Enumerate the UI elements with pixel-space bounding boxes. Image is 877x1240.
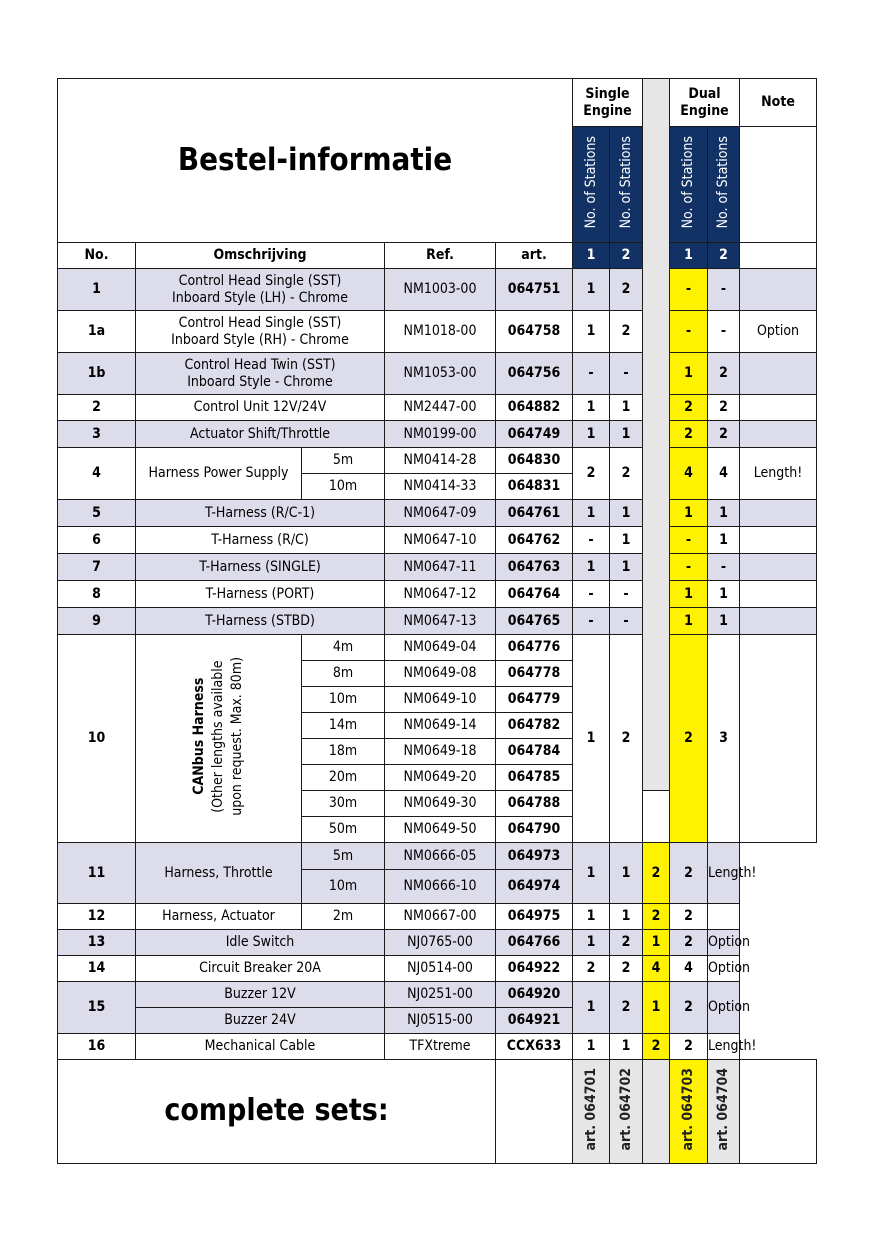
complete-sets-row: [58, 1060, 817, 1164]
row-art: 064758: [496, 311, 573, 353]
table-row: [58, 527, 817, 554]
row-ref: NM0649-14: [385, 713, 496, 739]
row-ref: NM0647-09: [385, 500, 496, 527]
row-s2: -: [610, 581, 643, 608]
col-ref: Ref.: [385, 243, 496, 269]
order-table: [57, 78, 817, 1164]
row-desc: Actuator Shift/Throttle: [136, 421, 385, 448]
note-label: Note: [761, 94, 795, 111]
row-d2: 2: [670, 982, 708, 1034]
row-note: [740, 635, 817, 843]
row-note: [740, 269, 817, 311]
row-no: 10: [58, 635, 136, 843]
row-art: 064790: [496, 817, 573, 843]
row-s1: 2: [573, 448, 610, 500]
row-d1: 2: [670, 421, 708, 448]
row-length: 10m: [302, 687, 385, 713]
row-s1: 1: [573, 982, 610, 1034]
row-no: 2: [58, 395, 136, 421]
row-d1: 4: [643, 956, 670, 982]
row-s2: 1: [610, 554, 643, 581]
set-note: [740, 1060, 817, 1164]
set-s2-art: art. 064702: [617, 1068, 634, 1151]
row-d1: 2: [643, 904, 670, 930]
col-note: [740, 243, 817, 269]
row-d2: -: [708, 269, 740, 311]
row-d2: 2: [708, 421, 740, 448]
note-header: [740, 79, 817, 127]
row-note: Option: [740, 311, 817, 353]
row-desc: Idle Switch: [136, 930, 385, 956]
row-d1: 4: [670, 448, 708, 500]
row-no: 12: [58, 904, 136, 930]
row-s1: -: [573, 527, 610, 554]
col-s2: 2: [610, 243, 643, 269]
row-d1: 2: [643, 1034, 670, 1060]
row-note: [740, 554, 817, 581]
set-d1-art: art. 064703: [680, 1068, 697, 1151]
row-d1: 1: [643, 930, 670, 956]
row-s1: -: [573, 353, 610, 395]
row-art: 064782: [496, 713, 573, 739]
row-length: 8m: [302, 661, 385, 687]
row-s1: 1: [573, 395, 610, 421]
row-no: 11: [58, 843, 136, 904]
row-ref: NJ0251-00: [385, 982, 496, 1008]
row-art: 064974: [496, 870, 573, 904]
row-length: 2m: [302, 904, 385, 930]
row-ref: NM0649-30: [385, 791, 496, 817]
row-art: 064764: [496, 581, 573, 608]
row-length: 20m: [302, 765, 385, 791]
canbus-sub: upon request. Max. 80m): [228, 657, 245, 816]
canbus-desc: [136, 635, 302, 843]
page-title: Bestel-informatie: [177, 141, 453, 178]
row-note: [708, 904, 740, 930]
row-note: [740, 353, 817, 395]
row-no: 1b: [58, 353, 136, 395]
row-s2: 1: [610, 843, 643, 904]
row-art: 064763: [496, 554, 573, 581]
row-desc: Buzzer 12V: [136, 982, 385, 1008]
row-length: 5m: [302, 843, 385, 870]
complete-sets-cell: [58, 1060, 496, 1164]
dual-engine-header: [670, 79, 740, 127]
set-s1: [573, 1060, 610, 1164]
row-no: 8: [58, 581, 136, 608]
row-art: 064776: [496, 635, 573, 661]
row-ref: NM2447-00: [385, 395, 496, 421]
row-ref: NM0666-05: [385, 843, 496, 870]
row-no: 6: [58, 527, 136, 554]
row-d1: -: [670, 311, 708, 353]
row-length: 4m: [302, 635, 385, 661]
row-desc: T-Harness (SINGLE): [136, 554, 385, 581]
row-no: 4: [58, 448, 136, 500]
row-s1: 1: [573, 311, 610, 353]
row-no: 16: [58, 1034, 136, 1060]
row-length: 10m: [302, 870, 385, 904]
row-s1: 2: [573, 956, 610, 982]
table-row: [58, 982, 817, 1008]
row-desc: Harness Power Supply: [136, 448, 302, 500]
row-desc: T-Harness (R/C-1): [136, 500, 385, 527]
row-desc: T-Harness (PORT): [136, 581, 385, 608]
row-desc: [136, 269, 385, 311]
row-d1: 1: [670, 500, 708, 527]
dual-engine-label: Dual Engine: [680, 86, 729, 119]
row-note: Option: [708, 956, 740, 982]
row-note: Option: [708, 982, 740, 1034]
table-row: [58, 904, 817, 930]
col-art: art.: [496, 243, 573, 269]
row-desc: Harness, Actuator: [136, 904, 302, 930]
row-desc: Control Unit 12V/24V: [136, 395, 385, 421]
row-desc-line: Inboard Style - Chrome: [187, 373, 333, 390]
row-length: 18m: [302, 739, 385, 765]
row-length: 10m: [302, 474, 385, 500]
stations-label: No. of Stations: [715, 136, 732, 229]
row-desc: Buzzer 24V: [136, 1008, 385, 1034]
row-d2: 3: [708, 635, 740, 843]
row-desc: T-Harness (STBD): [136, 608, 385, 635]
row-s2: 2: [610, 448, 643, 500]
col-desc: Omschrijving: [136, 243, 385, 269]
row-art: 064784: [496, 739, 573, 765]
row-d2: 2: [670, 1034, 708, 1060]
row-s2: 1: [610, 904, 643, 930]
row-length: 50m: [302, 817, 385, 843]
row-s2: 2: [610, 956, 643, 982]
row-d2: 4: [708, 448, 740, 500]
row-d1: -: [670, 527, 708, 554]
single-stations-2-header: [610, 127, 643, 243]
row-note: [740, 500, 817, 527]
row-desc: Mechanical Cable: [136, 1034, 385, 1060]
row-ref: NM0649-18: [385, 739, 496, 765]
row-art: 064831: [496, 474, 573, 500]
row-ref: TFXtreme: [385, 1034, 496, 1060]
row-no: 14: [58, 956, 136, 982]
row-ref: NM0647-11: [385, 554, 496, 581]
row-art: 064751: [496, 269, 573, 311]
row-art: 064973: [496, 843, 573, 870]
row-note: [740, 395, 817, 421]
row-desc-line: Control Head Single (SST): [178, 273, 342, 290]
row-s2: 2: [610, 269, 643, 311]
row-d1: 1: [643, 982, 670, 1034]
row-d1: -: [670, 554, 708, 581]
row-ref: NM0667-00: [385, 904, 496, 930]
row-ref: NJ0765-00: [385, 930, 496, 956]
row-s1: 1: [573, 554, 610, 581]
row-d1: 2: [670, 395, 708, 421]
row-d1: -: [670, 269, 708, 311]
single-engine-label: Single Engine: [583, 86, 632, 119]
row-art: 064749: [496, 421, 573, 448]
row-ref: NM0647-10: [385, 527, 496, 554]
row-length: 30m: [302, 791, 385, 817]
row-d1: 1: [670, 581, 708, 608]
row-art: 064778: [496, 661, 573, 687]
row-ref: NM0649-50: [385, 817, 496, 843]
row-art: 064920: [496, 982, 573, 1008]
row-s1: 1: [573, 421, 610, 448]
row-art: CCX633: [496, 1034, 573, 1060]
row-ref: NM0647-12: [385, 581, 496, 608]
row-art: 064779: [496, 687, 573, 713]
row-note: Option: [708, 930, 740, 956]
row-d2: 1: [708, 581, 740, 608]
row-d1: 1: [670, 608, 708, 635]
table-row: [58, 956, 817, 982]
row-ref: NM1003-00: [385, 269, 496, 311]
row-s1: 1: [573, 269, 610, 311]
complete-sets-label: complete sets:: [164, 1093, 389, 1129]
canbus-title: CANbus Harness: [191, 677, 208, 796]
row-s2: 1: [610, 421, 643, 448]
table-row: [58, 843, 817, 870]
col-s1: 1: [573, 243, 610, 269]
set-gap: [643, 1060, 670, 1164]
table-row: [58, 353, 817, 395]
row-note: Length!: [708, 843, 740, 904]
table-row: [58, 1034, 817, 1060]
row-d2: 1: [708, 500, 740, 527]
row-no: 15: [58, 982, 136, 1034]
row-s2: 1: [610, 500, 643, 527]
row-ref: NM0649-08: [385, 661, 496, 687]
canbus-sub: (Other lengths available: [210, 660, 227, 813]
row-desc-line: Inboard Style (LH) - Chrome: [172, 289, 348, 306]
row-d2: 1: [708, 608, 740, 635]
row-no: 1: [58, 269, 136, 311]
stations-label: No. of Stations: [582, 136, 599, 229]
row-s1: 1: [573, 904, 610, 930]
row-length: 14m: [302, 713, 385, 739]
row-desc-line: Control Head Twin (SST): [184, 357, 336, 374]
row-note: Length!: [740, 448, 817, 500]
row-ref: NM0666-10: [385, 870, 496, 904]
row-length: 5m: [302, 448, 385, 474]
row-d1: 1: [670, 353, 708, 395]
set-d2: [708, 1060, 740, 1164]
table-row: [58, 395, 817, 421]
row-ref: NM0647-13: [385, 608, 496, 635]
table-row: [58, 311, 817, 353]
single-stations-1-header: [573, 127, 610, 243]
row-s1: -: [573, 608, 610, 635]
set-s2: [610, 1060, 643, 1164]
row-desc: Circuit Breaker 20A: [136, 956, 385, 982]
complete-sets-blank: [496, 1060, 573, 1164]
row-no: 9: [58, 608, 136, 635]
row-d2: 4: [670, 956, 708, 982]
table-row: [58, 448, 817, 474]
row-ref: NM0414-33: [385, 474, 496, 500]
row-s2: 2: [610, 635, 643, 843]
row-d2: 2: [670, 930, 708, 956]
row-art: 064922: [496, 956, 573, 982]
row-ref: NM1018-00: [385, 311, 496, 353]
row-art: 064788: [496, 791, 573, 817]
row-note: [740, 421, 817, 448]
row-art: 064762: [496, 527, 573, 554]
row-ref: NM0649-20: [385, 765, 496, 791]
row-desc: [136, 353, 385, 395]
row-desc-line: Control Head Single (SST): [178, 315, 342, 332]
row-s2: 1: [610, 527, 643, 554]
single-engine-header: [573, 79, 643, 127]
row-s2: 2: [610, 311, 643, 353]
row-s2: -: [610, 353, 643, 395]
col-no: No.: [58, 243, 136, 269]
title-cell: [58, 79, 573, 243]
note-blank: [740, 127, 817, 243]
row-note: Length!: [708, 1034, 740, 1060]
table-row: [58, 421, 817, 448]
canbus-desc-text: [190, 657, 247, 816]
row-d2: 1: [708, 527, 740, 554]
row-no: 7: [58, 554, 136, 581]
stations-label: No. of Stations: [680, 136, 697, 229]
row-d2: 2: [670, 904, 708, 930]
dual-stations-2-header: [708, 127, 740, 243]
row-d1: 2: [643, 843, 670, 904]
row-s1: -: [573, 581, 610, 608]
row-art: 064830: [496, 448, 573, 474]
table-row: [58, 635, 817, 661]
row-art: 064766: [496, 930, 573, 956]
row-art: 064765: [496, 608, 573, 635]
row-d1: 2: [670, 635, 708, 843]
row-ref: NM0199-00: [385, 421, 496, 448]
row-ref: NM1053-00: [385, 353, 496, 395]
row-ref: NJ0514-00: [385, 956, 496, 982]
col-d1: 1: [670, 243, 708, 269]
row-no: 1a: [58, 311, 136, 353]
row-no: 3: [58, 421, 136, 448]
row-s1: 1: [573, 843, 610, 904]
row-note: [740, 581, 817, 608]
set-d1: [670, 1060, 708, 1164]
row-d2: 2: [708, 353, 740, 395]
table-row: [58, 269, 817, 311]
table-row: [58, 581, 817, 608]
row-s2: 1: [610, 1034, 643, 1060]
row-art: 064761: [496, 500, 573, 527]
row-d2: 2: [670, 843, 708, 904]
row-art: 064785: [496, 765, 573, 791]
row-d2: -: [708, 554, 740, 581]
table-row: [58, 608, 817, 635]
row-art: 064921: [496, 1008, 573, 1034]
row-ref: NJ0515-00: [385, 1008, 496, 1034]
set-s1-art: art. 064701: [582, 1068, 599, 1151]
row-s2: 2: [610, 930, 643, 956]
row-s2: -: [610, 608, 643, 635]
row-no: 13: [58, 930, 136, 956]
row-s2: 1: [610, 395, 643, 421]
set-d2-art: art. 064704: [715, 1068, 732, 1151]
dual-stations-1-header: [670, 127, 708, 243]
row-note: [740, 527, 817, 554]
row-s1: 1: [573, 635, 610, 843]
stations-label: No. of Stations: [617, 136, 634, 229]
row-d2: -: [708, 311, 740, 353]
table-row: [58, 930, 817, 956]
row-s1: 1: [573, 1034, 610, 1060]
row-art: 064882: [496, 395, 573, 421]
row-art: 064756: [496, 353, 573, 395]
table-row: [58, 500, 817, 527]
row-s2: 2: [610, 982, 643, 1034]
row-ref: NM0414-28: [385, 448, 496, 474]
row-ref: NM0649-04: [385, 635, 496, 661]
row-desc-line: Inboard Style (RH) - Chrome: [171, 331, 349, 348]
row-ref: NM0649-10: [385, 687, 496, 713]
row-s1: 1: [573, 500, 610, 527]
row-art: 064975: [496, 904, 573, 930]
row-desc: [136, 311, 385, 353]
row-desc: T-Harness (R/C): [136, 527, 385, 554]
table-row: [58, 554, 817, 581]
gap-column: [643, 79, 670, 791]
row-d2: 2: [708, 395, 740, 421]
row-desc: Harness, Throttle: [136, 843, 302, 904]
row-note: [740, 608, 817, 635]
row-no: 5: [58, 500, 136, 527]
row-s1: 1: [573, 930, 610, 956]
col-d2: 2: [708, 243, 740, 269]
